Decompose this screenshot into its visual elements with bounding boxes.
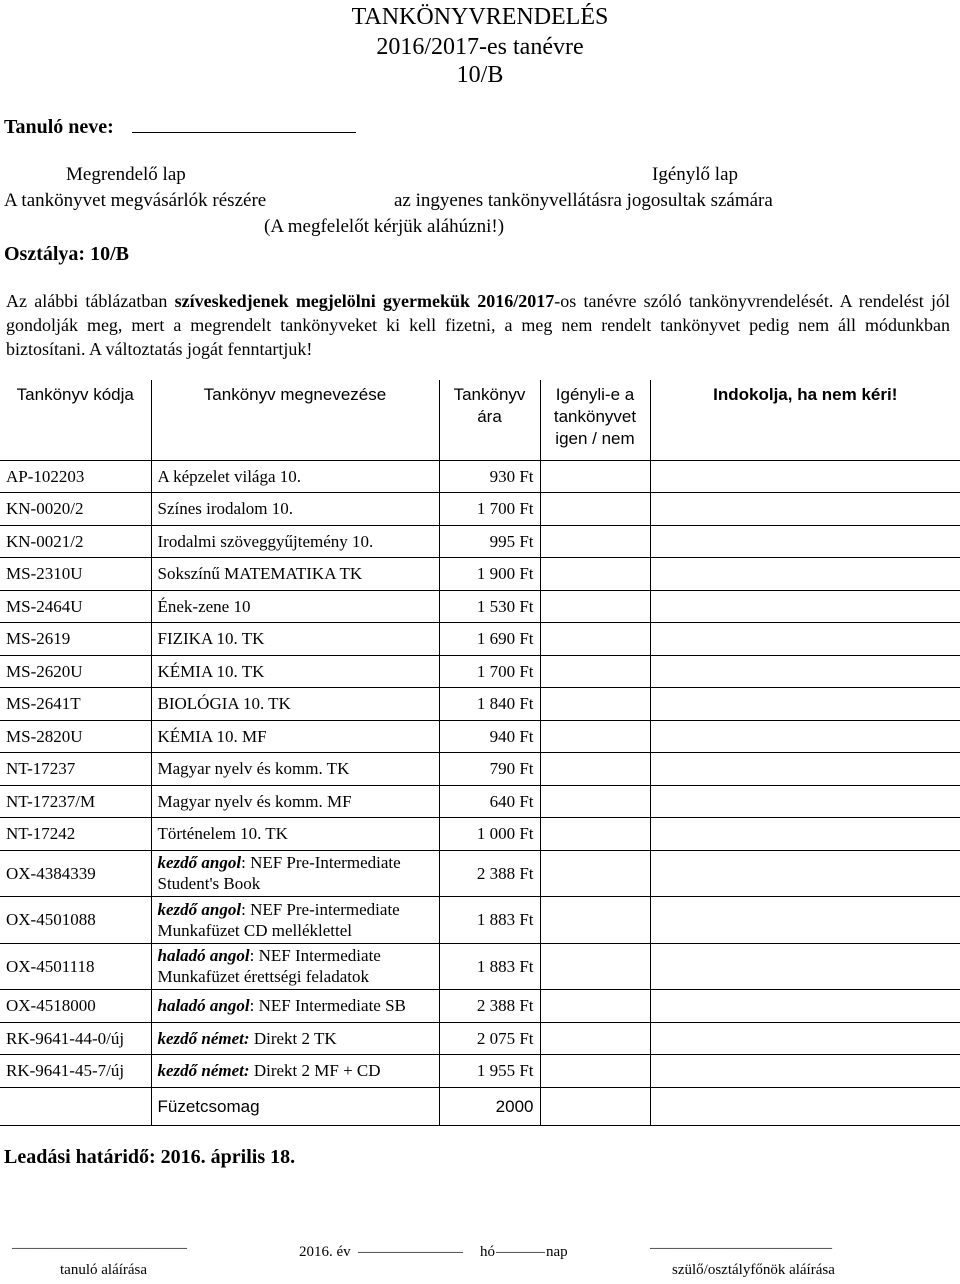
notebook-pack-price: 2000: [439, 1087, 540, 1125]
reason-cell[interactable]: [650, 623, 960, 656]
request-cell[interactable]: [540, 688, 650, 721]
book-price: 1 955 Ft: [439, 1055, 540, 1088]
book-price: 1 690 Ft: [439, 623, 540, 656]
book-code: KN-0021/2: [0, 525, 151, 558]
book-code: MS-2620U: [0, 655, 151, 688]
book-name: [151, 1055, 439, 1088]
reason-cell[interactable]: [650, 460, 960, 493]
order-form-title[interactable]: Megrendelő lap: [66, 164, 186, 185]
book-name: [151, 655, 439, 688]
book-code: OX-4384339: [0, 850, 151, 897]
header-reason: Indokolja, ha nem kéri!: [650, 380, 960, 460]
table-row: [0, 623, 960, 656]
parent-signature-line[interactable]: __________________________: [650, 1236, 832, 1251]
book-level: haladó angol: [157, 996, 250, 1016]
book-name: [151, 493, 439, 526]
request-cell[interactable]: [540, 1055, 650, 1088]
student-name-field[interactable]: [132, 119, 356, 133]
header-request: Igényli-e a tankönyvet igen / nem: [540, 380, 650, 460]
request-cell[interactable]: [540, 850, 650, 897]
table-row: [0, 590, 960, 623]
reason-cell[interactable]: [650, 753, 960, 786]
table-row: [0, 990, 960, 1023]
book-price: 1 840 Ft: [439, 688, 540, 721]
request-cell[interactable]: [540, 785, 650, 818]
summary-row: [0, 1087, 960, 1125]
book-level: haladó angol: [157, 946, 250, 966]
book-name: [151, 818, 439, 851]
reason-cell[interactable]: [650, 897, 960, 944]
book-code: OX-4501088: [0, 897, 151, 944]
reason-cell[interactable]: [650, 720, 960, 753]
book-name: [151, 688, 439, 721]
book-title: Magyar nyelv és komm. TK: [157, 759, 350, 779]
book-level: kezdő angol: [157, 899, 242, 919]
book-name: [151, 558, 439, 591]
table-row: [0, 525, 960, 558]
book-price: 930 Ft: [439, 460, 540, 493]
table-header-row: [0, 380, 960, 460]
table-row: [0, 688, 960, 721]
reason-cell[interactable]: [650, 943, 960, 990]
reason-cell[interactable]: [650, 785, 960, 818]
book-price: 1 883 Ft: [439, 943, 540, 990]
book-title: A képzelet világa 10.: [157, 466, 302, 486]
book-code: MS-2310U: [0, 558, 151, 591]
book-title: BIOLÓGIA 10. TK: [157, 694, 291, 714]
request-cell[interactable]: [540, 493, 650, 526]
book-code: MS-2820U: [0, 720, 151, 753]
student-name-label: Tanuló neve:: [4, 116, 114, 138]
book-price: 1 700 Ft: [439, 493, 540, 526]
table-row: [0, 558, 960, 591]
book-code: OX-4518000: [0, 990, 151, 1023]
book-name: [151, 525, 439, 558]
reason-cell[interactable]: [650, 1055, 960, 1088]
book-code: KN-0020/2: [0, 493, 151, 526]
page-title: TANKÖNYVRENDELÉS: [351, 4, 609, 30]
book-price: 2 075 Ft: [439, 1022, 540, 1055]
book-title: FIZIKA 10. TK: [157, 629, 265, 649]
textbook-table: [0, 380, 960, 1126]
order-form-desc: A tankönyvet megvásárlók részére: [4, 190, 267, 211]
book-title: : NEF Intermediate: [249, 946, 381, 966]
summary-empty-cell: [0, 1087, 151, 1125]
book-name: [151, 785, 439, 818]
book-name: [151, 623, 439, 656]
book-name: [151, 460, 439, 493]
header-price: Tankönyv ára: [439, 380, 540, 460]
page-subtitle: 2016/2017-es tanévre: [376, 34, 584, 60]
request-cell[interactable]: [540, 460, 650, 493]
book-title: Direkt 2 MF + CD: [249, 1061, 381, 1081]
header-code: Tankönyv kódja: [0, 380, 151, 460]
table-row: [0, 493, 960, 526]
date-year: 2016. év: [299, 1244, 351, 1260]
book-price: 2 388 Ft: [439, 990, 540, 1023]
request-cell[interactable]: [540, 818, 650, 851]
date-month: hó: [480, 1244, 495, 1260]
book-name: [151, 590, 439, 623]
table-row: [0, 720, 960, 753]
class-label: Osztálya: 10/B: [4, 243, 129, 265]
student-signature-label: tanuló aláírása: [60, 1262, 148, 1278]
table-row: [0, 1022, 960, 1055]
request-cell[interactable]: [540, 990, 650, 1023]
book-code: MS-2619: [0, 623, 151, 656]
book-title: KÉMIA 10. MF: [157, 726, 267, 746]
book-title: Magyar nyelv és komm. MF: [157, 791, 352, 811]
book-price: 1 700 Ft: [439, 655, 540, 688]
reason-cell[interactable]: [650, 493, 960, 526]
book-name: [151, 943, 439, 990]
student-signature-line[interactable]: _________________________: [12, 1236, 187, 1251]
header-name: Tankönyv megnevezése: [151, 380, 439, 460]
book-level: kezdő német:: [157, 1061, 250, 1081]
table-row: [0, 818, 960, 851]
book-price: 790 Ft: [439, 753, 540, 786]
book-title: : NEF Intermediate SB: [249, 996, 406, 1016]
reason-cell[interactable]: [650, 1022, 960, 1055]
book-title: Sokszínű MATEMATIKA TK: [157, 564, 363, 584]
request-cell[interactable]: [540, 558, 650, 591]
request-cell[interactable]: [540, 1087, 650, 1125]
table-row: [0, 897, 960, 944]
book-name: [151, 720, 439, 753]
reason-cell[interactable]: [650, 590, 960, 623]
date-day-line[interactable]: _______: [496, 1240, 545, 1255]
underline-note: (A megfelelőt kérjük aláhúzni!): [264, 216, 505, 237]
request-cell[interactable]: [540, 720, 650, 753]
book-code: NT-17237: [0, 753, 151, 786]
table-row: [0, 655, 960, 688]
book-code: RK-9641-45-7/új: [0, 1055, 151, 1088]
date-month-line[interactable]: _______________: [358, 1240, 463, 1255]
book-code: RK-9641-44-0/új: [0, 1022, 151, 1055]
request-cell[interactable]: [540, 623, 650, 656]
book-code: MS-2464U: [0, 590, 151, 623]
reason-cell[interactable]: [650, 1087, 960, 1125]
book-title-line2: Munkafüzet CD melléklettel: [157, 920, 352, 940]
book-price: 1 900 Ft: [439, 558, 540, 591]
table-row: [0, 753, 960, 786]
reason-cell[interactable]: [650, 850, 960, 897]
book-price: 995 Ft: [439, 525, 540, 558]
book-title-line2: Student's Book: [157, 874, 261, 894]
request-cell[interactable]: [540, 897, 650, 944]
reason-cell[interactable]: [650, 990, 960, 1023]
book-title: Ének-zene 10: [157, 596, 251, 616]
book-title: Történelem 10. TK: [157, 824, 288, 844]
book-title: Színes irodalom 10.: [157, 499, 294, 519]
request-form-desc: az ingyenes tankönyvellátásra jogosultak számára: [394, 190, 773, 211]
table-row: [0, 1055, 960, 1088]
book-level: kezdő német:: [157, 1028, 250, 1048]
book-price: 1 883 Ft: [439, 897, 540, 944]
request-cell[interactable]: [540, 590, 650, 623]
reason-cell[interactable]: [650, 558, 960, 591]
book-title-line2: Munkafüzet érettségi feladatok: [157, 967, 369, 987]
deadline: Leadási határidő: 2016. április 18.: [4, 1146, 296, 1168]
book-price: 640 Ft: [439, 785, 540, 818]
book-title: KÉMIA 10. TK: [157, 661, 265, 681]
request-cell[interactable]: [540, 525, 650, 558]
book-code: NT-17237/M: [0, 785, 151, 818]
book-title: : NEF Pre-Intermediate: [241, 853, 401, 873]
intro-paragraph: Az alábbi táblázatban szíveskedjenek megjelölni gyermekük 2016/2017-os tanévre szóló tankönyvrendelését. A rendelést jól gondolják meg, mert a megrendelt tankönyveket ki kell fizetni, a meg nem rendelt tankönyvet pedig nem áll módunkban biztosítani. A változtatás jogát fenntartjuk!: [6, 291, 950, 359]
book-code: NT-17242: [0, 818, 151, 851]
book-name: [151, 1022, 439, 1055]
book-title: Direkt 2 TK: [249, 1028, 337, 1048]
date-day: nap: [546, 1244, 568, 1260]
book-level: kezdő angol: [157, 853, 242, 873]
request-form-title[interactable]: Igénylő lap: [652, 164, 739, 185]
book-code: OX-4501118: [0, 943, 151, 990]
book-code: AP-102203: [0, 460, 151, 493]
reason-cell[interactable]: [650, 655, 960, 688]
request-cell[interactable]: [540, 655, 650, 688]
request-cell[interactable]: [540, 943, 650, 990]
class-title: 10/B: [456, 62, 504, 88]
book-name: [151, 897, 439, 944]
request-cell[interactable]: [540, 1022, 650, 1055]
book-price: 1 530 Ft: [439, 590, 540, 623]
reason-cell[interactable]: [650, 688, 960, 721]
table-row: [0, 460, 960, 493]
parent-signature-label: szülő/osztályfőnök aláírása: [672, 1262, 835, 1278]
request-cell[interactable]: [540, 753, 650, 786]
book-title: : NEF Pre-intermediate: [241, 899, 400, 919]
table-row: [0, 785, 960, 818]
book-title: Irodalmi szöveggyűjtemény 10.: [157, 531, 374, 551]
book-name: [151, 990, 439, 1023]
book-name: [151, 850, 439, 897]
table-row: [0, 850, 960, 897]
reason-cell[interactable]: [650, 525, 960, 558]
book-price: 2 388 Ft: [439, 850, 540, 897]
book-price: 940 Ft: [439, 720, 540, 753]
book-code: MS-2641T: [0, 688, 151, 721]
book-name: [151, 753, 439, 786]
notebook-pack-label: Füzetcsomag: [151, 1087, 439, 1125]
reason-cell[interactable]: [650, 818, 960, 851]
book-price: 1 000 Ft: [439, 818, 540, 851]
table-row: [0, 943, 960, 990]
